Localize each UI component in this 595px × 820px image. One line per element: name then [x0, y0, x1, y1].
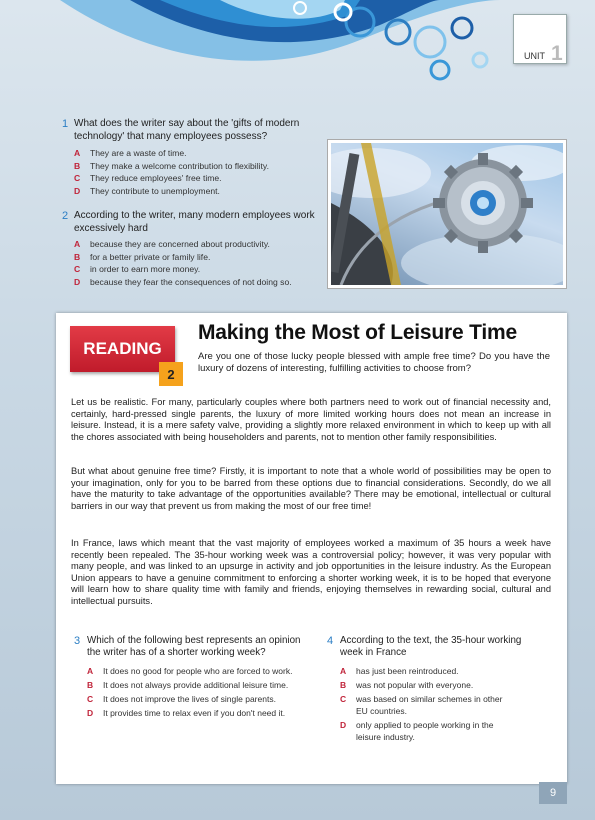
option-c[interactable]: C was based on similar schemes in other EU countries. — [340, 694, 503, 716]
option-b[interactable]: B It does not always provide additional leisure time. — [87, 680, 289, 690]
option-a[interactable]: A It does no good for people who are forced to work. — [87, 666, 293, 676]
reading-paragraph-3: In France, laws which meant that the vast majority of employees worked a maximum of 35 hours a week have recently been repealed. The 35-hour working week was a controversial policy; however, it was very popular with many people, and was linked to an upsurge in activity and job opportunities in the leisure industry. As the European Union appears to have a genuine commitment to enforcing a shorter working week, it is to be hoped that everyone will learn how to share quality time with family and friends, enjoying themselves in rewarding social, cultural and intellectual pursuits. — [71, 538, 551, 606]
reading-title: Making the Most of Leisure Time — [198, 321, 517, 344]
question-text: Which of the following best represents an opinion the writer has of a shorter working week? — [87, 635, 301, 658]
question-4-options — [340, 665, 510, 745]
question-1-options — [74, 147, 269, 197]
question-2-options — [74, 238, 292, 288]
question-number: 3 — [74, 635, 81, 647]
unit-tab — [513, 14, 567, 64]
unit-number: 1 — [551, 42, 563, 65]
question-number: 4 — [327, 635, 334, 647]
question-number: 2 — [62, 210, 69, 222]
option-b[interactable]: B for a better private or family life. — [74, 251, 211, 262]
page-number: 9 — [539, 782, 567, 804]
option-a[interactable]: A They are a waste of time. — [74, 148, 187, 158]
swirl-decoration-icon — [0, 0, 595, 110]
reading-number-badge: 2 — [159, 362, 183, 386]
hard-disk-photo — [328, 140, 566, 288]
question-number: 1 — [62, 118, 69, 130]
question-3-options — [87, 665, 312, 721]
reading-panel — [56, 313, 567, 784]
option-a[interactable]: A because they are concerned about productivity. — [74, 239, 270, 249]
decorative-header — [0, 0, 595, 110]
option-d[interactable]: D They contribute to unemployment. — [74, 185, 220, 196]
option-a[interactable]: A has just been reintroduced. — [340, 666, 459, 676]
option-b[interactable]: B was not popular with everyone. — [340, 680, 474, 690]
option-c[interactable]: C in order to earn more money. — [74, 264, 201, 274]
reading-paragraph-1: Let us be realistic. For many, particularly couples where both partners need to work out of financial necessity and, certainly, hard-pressed single parents, the luxury of more limited working hours does not mean an increase in leisure. Instead, it is a mere safety valve, providing a slightly more relaxed environment in which to keep up with all the chores associated with being householders and parents, not to mention other family responsibilities. — [71, 397, 551, 442]
question-text: According to the writer, many modern employees work excessively hard — [74, 210, 315, 234]
question-text: According to the text, the 35-hour working week in France — [340, 635, 522, 658]
option-b[interactable]: B They make a welcome contribution to flexibility. — [74, 160, 269, 171]
reading-paragraph-2: But what about genuine free time? Firstly, it is important to note that a whole world of possibilities may be open to your imagination, only for you to be barred from these options due to financial considerations. Secondly, do we all have the maturity to take advantage of the opportunities available? There may be emotional, intellectual or cultural barriers in our way that prevent us from making the most of our free time! — [71, 466, 551, 511]
option-d[interactable]: D It provides time to relax even if you don't need it. — [87, 708, 286, 718]
reading-intro: Are you one of those lucky people blessed with ample free time? Do you have the luxury of dozens of interesting, fulfilling activities to choose from? — [198, 351, 550, 374]
option-d[interactable]: D only applied to people working in the leisure industry. — [340, 720, 494, 742]
question-text: What does the writer say about the 'gifts of modern technology' that many employees possess? — [74, 118, 300, 142]
unit-label: UNIT — [524, 51, 545, 61]
hard-disk-platter-icon — [331, 143, 563, 285]
reading-badge: READING — [70, 326, 175, 372]
option-d[interactable]: D because they fear the consequences of not doing so. — [74, 276, 292, 287]
option-c[interactable]: C They reduce employees' free time. — [74, 173, 222, 183]
option-c[interactable]: C It does not improve the lives of single parents. — [87, 694, 276, 704]
